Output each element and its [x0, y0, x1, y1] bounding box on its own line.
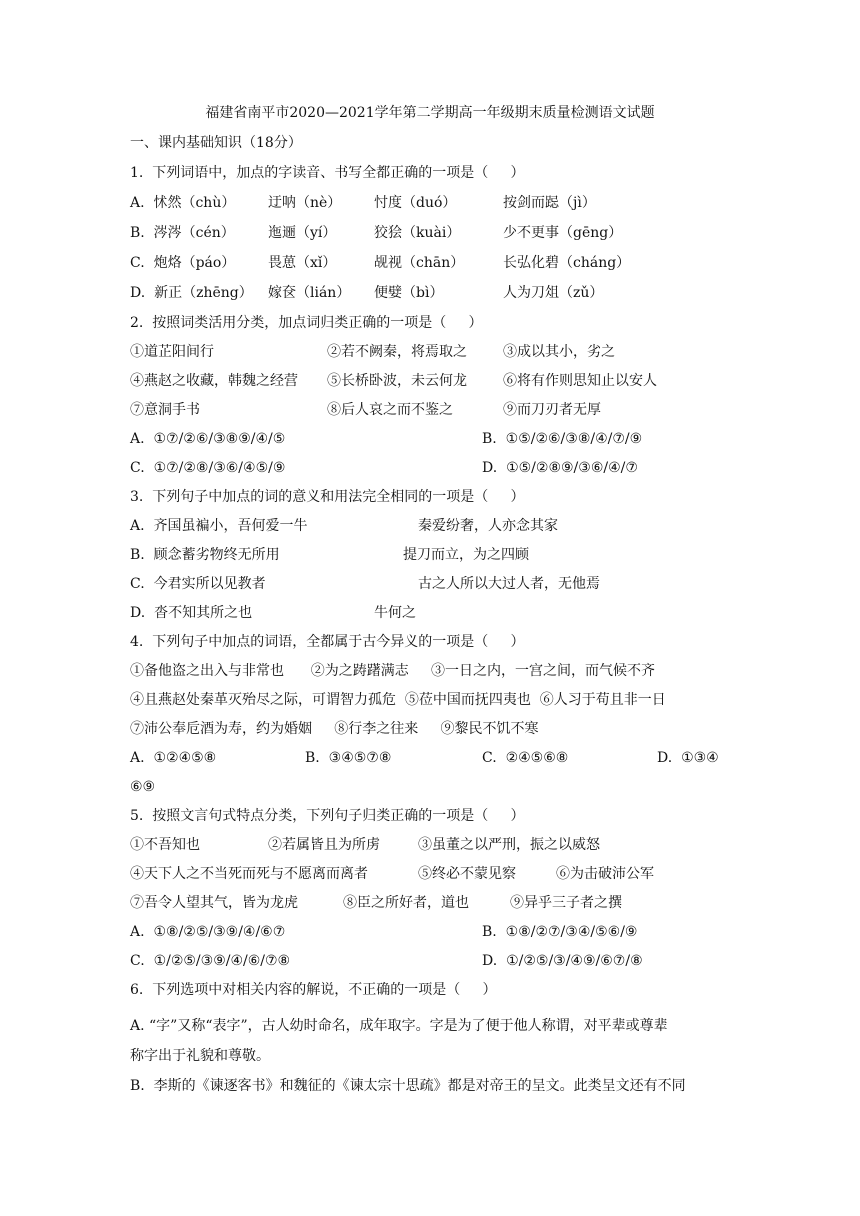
q2-option-c: C. ①⑦/②⑧/③⑥/④⑤/⑨ — [130, 460, 286, 476]
q1-option-a-word: 忖度（duó） — [374, 195, 457, 211]
q2-sentence: ③成以其小，劣之 — [503, 344, 615, 360]
q5-sentence: ⑥为击破沛公军 — [556, 866, 654, 882]
q2-sentence: ⑨而刀刃者无厚 — [503, 402, 601, 418]
q3-option-b: B. 顾念蓄劣物终无所用 — [130, 547, 280, 563]
q1-option-a: A. 怵然（chù） — [130, 195, 236, 211]
q1-option-b-word: 狡狯（kuài） — [374, 225, 461, 241]
q1-option-d-word: 嫁奁（lián） — [268, 285, 351, 301]
question-5-stem: 5. 按照文言句式特点分类，下列句子归类正确的一项是（ ） — [130, 808, 525, 824]
q1-option-d-word: 便嬖（bì） — [374, 285, 444, 301]
q5-sentence: ⑧臣之所好者，道也 — [343, 895, 469, 911]
q4-option-d-wrap: ⑥⑨ — [130, 779, 156, 795]
q4-option-b: B. ③④⑤⑦⑧ — [305, 750, 392, 766]
q3-option-a: A. 齐国虽褊小，吾何爱一牛 — [130, 518, 308, 534]
q3-option-d-compare: 牛何之 — [374, 605, 416, 621]
q2-sentence: ⑥将有作则思知止以安人 — [503, 373, 657, 389]
q2-option-a: A. ①⑦/②⑥/③⑧⑨/④/⑤ — [130, 431, 286, 447]
q2-sentence: ⑦意洞手书 — [130, 402, 200, 418]
q2-option-d: D. ①⑤/②⑧⑨/③⑥/④/⑦ — [482, 460, 638, 476]
q1-option-b-word: 少不更事（gēng） — [503, 225, 623, 241]
q3-option-c-compare: 古之人所以大过人者，无他焉 — [418, 576, 600, 592]
q1-option-a-word: 迂呐（nè） — [268, 195, 342, 211]
q1-option-c-word: 畏葸（xǐ） — [268, 255, 337, 271]
question-1-stem: 1. 下列词语中，加点的字读音、书写全都正确的一项是（ ） — [130, 165, 525, 181]
question-6-stem: 6. 下列选项中对相关内容的解说，不正确的一项是（ ） — [130, 982, 497, 998]
q2-option-b: B. ①⑤/②⑥/③⑧/④/⑦/⑨ — [482, 431, 643, 447]
q6-option-a-continued: 称字出于礼貌和尊敬。 — [130, 1048, 270, 1064]
q1-option-b-word: 迤逦（yí） — [268, 225, 337, 241]
q5-option-a: A. ①⑧/②⑤/③⑨/④/⑥⑦ — [130, 924, 286, 940]
q1-option-a-word: 按剑而跽（jì） — [503, 195, 596, 211]
document-title: 福建省南平市2020—2021学年第二学期高一年级期末质量检测语文试题 — [205, 105, 655, 121]
q4-sentence-line: ①备他盗之出入与非常也 ②为之踌躇满志 ③一日之内，一宫之间，而气候不齐 — [130, 663, 655, 679]
q3-option-b-compare: 提刀而立，为之四顾 — [403, 547, 529, 563]
q5-sentence: ⑨异乎三子者之撰 — [510, 895, 622, 911]
q5-option-c: C. ①/②⑤/③⑨/④/⑥/⑦⑧ — [130, 953, 291, 969]
q3-option-c: C. 今君实所以见教者 — [130, 576, 266, 592]
q1-option-c-word: 觇视（chān） — [374, 255, 465, 271]
q5-sentence: ②若属皆且为所虏 — [268, 837, 380, 853]
q4-sentence-line: ④且燕赵处秦革灭殆尽之际，可谓智力孤危 ⑤莅中国而抚四夷也 ⑥人习于苟且非一日 — [130, 692, 666, 708]
q4-option-d: D. ①③④ — [657, 750, 719, 766]
q5-option-b: B. ①⑧/②⑦/③④/⑤⑥/⑨ — [482, 924, 638, 940]
section-heading: 一、课内基础知识（18分） — [130, 135, 302, 151]
q2-sentence: ⑧后人哀之而不鉴之 — [327, 402, 453, 418]
question-3-stem: 3. 下列句子中加点的词的意义和用法完全相同的一项是（ ） — [130, 489, 525, 505]
q3-option-d: D. 沓不知其所之也 — [130, 605, 253, 621]
q1-option-d: D. 新正（zhēng） — [130, 285, 253, 301]
question-4-stem: 4. 下列句子中加点的词语，全都属于古今异义的一项是（ ） — [130, 634, 525, 650]
q6-option-b: B. 李斯的《谏逐客书》和魏征的《谏太宗十思疏》都是对帝王的呈文。此类呈文还有不同 — [130, 1078, 686, 1094]
q2-sentence: ②若不阙秦，将焉取之 — [327, 344, 467, 360]
q4-option-c: C. ②④⑤⑥⑧ — [482, 750, 569, 766]
q5-sentence: ⑤终必不蒙见察 — [418, 866, 516, 882]
q5-option-d: D. ①/②⑤/③/④⑨/⑥⑦/⑧ — [482, 953, 643, 969]
q5-sentence: ③虽董之以严刑，振之以威怒 — [418, 837, 600, 853]
q3-option-a-compare: 秦爱纷奢，人亦念其家 — [418, 518, 558, 534]
q1-option-c-word: 长弘化碧（cháng） — [503, 255, 631, 271]
q1-option-d-word: 人为刀俎（zǔ） — [503, 285, 604, 301]
q1-option-b: B. 涔涔（cén） — [130, 225, 235, 241]
question-2-stem: 2. 按照词类活用分类，加点词归类正确的一项是（ ） — [130, 315, 483, 331]
q1-option-c: C. 炮烙（páo） — [130, 255, 236, 271]
q2-sentence: ④燕赵之收藏，韩魏之经营 — [130, 373, 298, 389]
q4-option-a: A. ①②④⑤⑧ — [130, 750, 217, 766]
q5-sentence: ⑦吾令人望其气，皆为龙虎 — [130, 895, 298, 911]
q2-sentence: ①道芷阳间行 — [130, 344, 214, 360]
q5-sentence: ①不吾知也 — [130, 837, 200, 853]
q2-sentence: ⑤长桥卧波，未云何龙 — [327, 373, 467, 389]
q4-sentence-line: ⑦沛公奉卮酒为寿，约为婚姻 ⑧行李之往来 ⑨黎民不饥不寒 — [130, 721, 539, 737]
q6-option-a: A. “字”又称“表字”，古人幼时命名，成年取字。字是为了便于他人称谓，对平辈或尊辈 — [130, 1018, 668, 1034]
q5-sentence: ④天下人之不当死而死与不愿离而离者 — [130, 866, 368, 882]
